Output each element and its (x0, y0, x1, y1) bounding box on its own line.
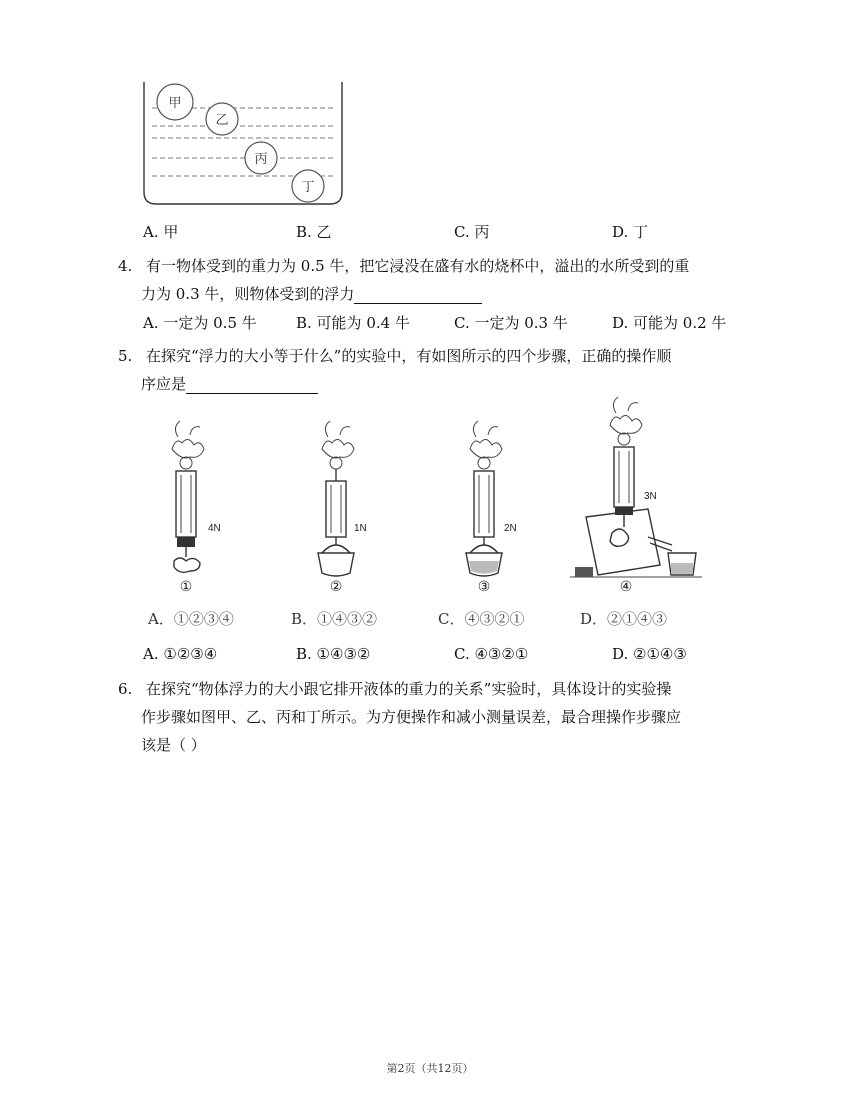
q5-figure-option-b: B．①④③② (291, 610, 378, 628)
q5-stem-line2: 序应是 (141, 375, 187, 393)
q5-option-a[interactable]: A. ①②③④ (143, 645, 218, 663)
q5-stem-line1: 在探究“浮力的大小等于什么”的实验中，有如图所示的四个步骤，正确的操作顺 (146, 347, 672, 365)
q6-number: 6. (118, 680, 133, 698)
q3-option-b[interactable]: B. 乙 (296, 223, 332, 241)
svg-text:③: ③ (477, 579, 491, 595)
page-footer: 第2页（共12页） (386, 1062, 474, 1075)
svg-text:4N: 4N (208, 523, 221, 534)
q5-answer-blank[interactable] (186, 378, 318, 394)
q5-option-b[interactable]: B. ①④③② (296, 645, 371, 663)
q3-option-c[interactable]: C. 丙 (454, 223, 490, 241)
svg-text:甲: 甲 (168, 96, 182, 111)
q6-stem-line3: 该是（ ） (141, 736, 206, 754)
q4-option-c[interactable]: C. 一定为 0.3 牛 (454, 314, 568, 332)
q6-stem-line2: 作步骤如图甲、乙、丙和丁所示。为方便操作和减小测量误差，最合理操作步骤应 (141, 708, 682, 726)
svg-text:丙: 丙 (254, 152, 268, 167)
ball-ding (292, 170, 324, 202)
q4-number: 4. (118, 257, 133, 275)
q4-answer-blank[interactable] (354, 288, 482, 304)
ball-bing (245, 142, 277, 174)
svg-text:1N: 1N (354, 523, 367, 534)
q5-stem-line2-wrap (141, 374, 318, 394)
step-1-scale (172, 421, 221, 595)
q5-figure-option-a: A．①②③④ (148, 610, 234, 628)
svg-text:2N: 2N (504, 523, 517, 534)
q5-figure-option-c: C．④③②① (438, 610, 525, 628)
q3-option-a[interactable]: A. 甲 (143, 223, 179, 241)
svg-text:3N: 3N (644, 491, 657, 502)
step-2-scale (318, 421, 367, 595)
q4-stem-line2-wrap (141, 284, 482, 304)
q3-option-d[interactable]: D. 丁 (612, 223, 649, 241)
q5-option-d[interactable]: D. ②①④③ (612, 645, 687, 663)
step-4-scale (570, 397, 702, 595)
q5-figure-option-d: D．②①④③ (580, 610, 668, 628)
beaker-figure (140, 80, 350, 210)
q4-stem-line2: 力为 0.3 牛，则物体受到的浮力 (141, 285, 355, 303)
ball-jia (157, 84, 193, 120)
svg-text:②: ② (329, 579, 343, 595)
svg-text:④: ④ (619, 579, 633, 595)
q6-stem-line1: 在探究“物体浮力的大小跟它排开液体的重力的关系”实验时，具体设计的实验操 (146, 680, 672, 698)
q5-experiment-figure (150, 405, 710, 600)
q5-number: 5. (118, 347, 133, 365)
svg-text:①: ① (179, 579, 193, 595)
q4-option-b[interactable]: B. 可能为 0.4 牛 (296, 314, 410, 332)
q5-option-c[interactable]: C. ④③②① (454, 645, 529, 663)
svg-text:丁: 丁 (301, 180, 315, 195)
q4-option-d[interactable]: D. 可能为 0.2 牛 (612, 314, 727, 332)
svg-text:乙: 乙 (215, 113, 229, 128)
q4-option-a[interactable]: A. 一定为 0.5 牛 (143, 314, 257, 332)
q4-stem-line1: 有一物体受到的重力为 0.5 牛，把它浸没在盛有水的烧杯中，溢出的水所受到的重 (146, 257, 690, 275)
step-3-scale (466, 421, 517, 595)
ball-yi (206, 103, 238, 135)
